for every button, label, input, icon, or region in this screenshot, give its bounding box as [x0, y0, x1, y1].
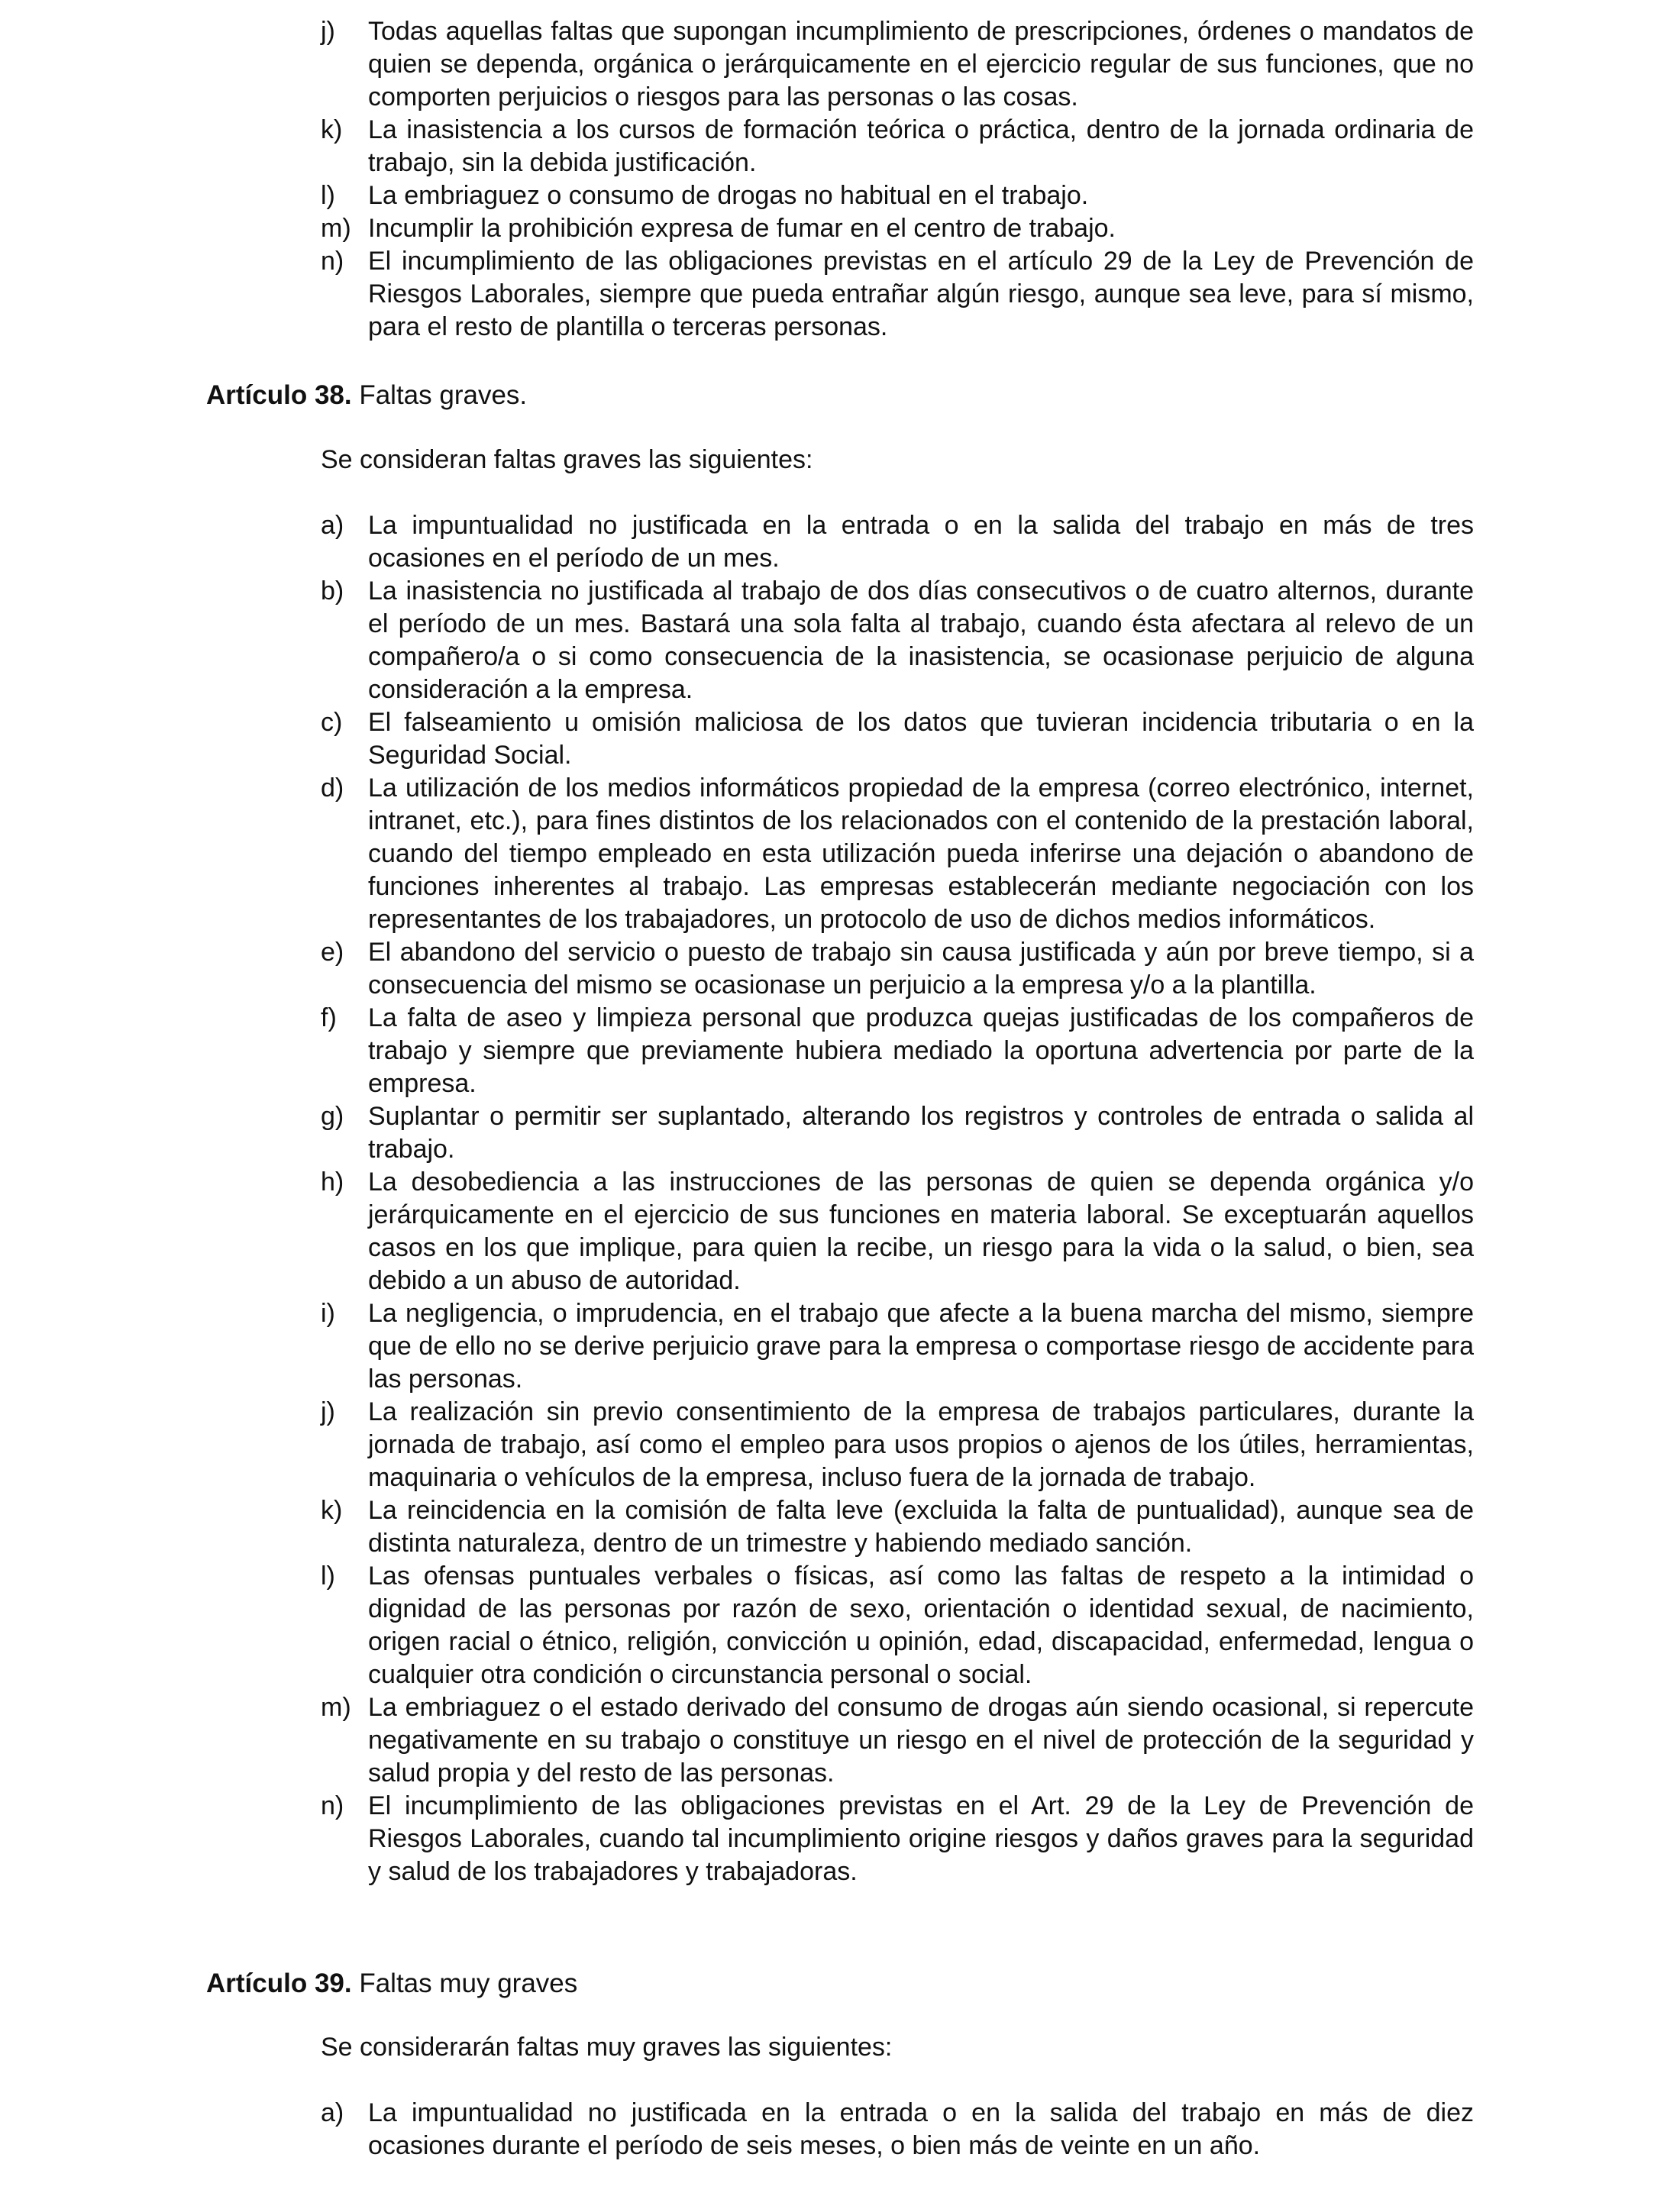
item-text: El incumplimiento de las obligaciones previstas en el artículo 29 de la Ley de Prevención de Riesgos Laborales, siempre que pueda entrañar algún riesgo, aunque sea leve, para sí mismo, para el resto de plantilla o terceras personas. — [368, 247, 1474, 341]
article-38-label: Artículo 38. — [206, 380, 352, 410]
item-text: La inasistencia no justificada al trabajo de dos días consecutivos o de cuatro alternos, durante el período de un mes. Bastará una sola falta al trabajo, cuando ésta afectara al relevo de un compañero/a o si como consecuencia de la inasistencia, se ocasionase perjuicio de alguna consideración a la empresa. — [368, 577, 1474, 704]
item-letter: l) — [321, 1562, 335, 1591]
list-item — [321, 179, 1474, 212]
article-38-heading — [206, 379, 527, 412]
list-item — [321, 1691, 1474, 1790]
list-item — [321, 706, 1474, 772]
item-letter: c) — [321, 708, 343, 737]
item-text: El incumplimiento de las obligaciones previstas en el Art. 29 de la Ley de Prevención de Riesgos Laborales, cuando tal incumplimiento origine riesgos y daños graves para la seguridad y salud de los trabajadores y trabajadoras. — [368, 1791, 1474, 1886]
item-text: La realización sin previo consentimiento de la empresa de trabajos particulares, durante la jornada de trabajo, así como el empleo para usos propios o ajenos de los útiles, herramientas, maquinaria o vehículos de la empresa, incluso fuera de la jornada de trabajo. — [368, 1397, 1474, 1492]
item-text: Incumplir la prohibición expresa de fumar en el centro de trabajo. — [368, 214, 1116, 243]
item-letter: l) — [321, 181, 335, 210]
item-letter: g) — [321, 1102, 344, 1131]
item-text: La embriaguez o consumo de drogas no habitual en el trabajo. — [368, 181, 1089, 210]
list-item — [321, 1396, 1474, 1494]
previous-article-list — [321, 15, 1474, 344]
list-item — [321, 2097, 1474, 2162]
item-text: La impuntualidad no justificada en la entrada o en la salida del trabajo en más de diez ocasiones durante el período de seis meses, o bien más de veinte en un año. — [368, 2098, 1474, 2160]
item-text: El abandono del servicio o puesto de trabajo sin causa justificada y aún por breve tiempo, si a consecuencia del mismo se ocasionase un perjuicio a la empresa y/o a la plantilla. — [368, 938, 1474, 1000]
item-letter: j) — [321, 17, 335, 46]
item-letter: a) — [321, 511, 344, 540]
list-item — [321, 1494, 1474, 1560]
article-38-title: Faltas graves. — [351, 380, 528, 410]
list-item — [321, 509, 1474, 575]
item-text: La reincidencia en la comisión de falta leve (excluida la falta de puntualidad), aunque sea de distinta naturaleza, dentro de un trimestre y habiendo mediado sanción. — [368, 1496, 1474, 1558]
item-text: La desobediencia a las instrucciones de las personas de quien se dependa orgánica y/o jerárquicamente en el ejercicio de sus funciones en materia laboral. Se exceptuarán aquellos casos en los que implique, para quien la recibe, un riesgo para la vida o la salud, o bien, sea debido a un abuso de autoridad. — [368, 1168, 1474, 1295]
list-item — [321, 212, 1474, 245]
item-text: La embriaguez o el estado derivado del consumo de drogas aún siendo ocasional, si repercute negativamente en su trabajo o constituye un riesgo en el nivel de protección de la seguridad y salud propia y del resto de las personas. — [368, 1693, 1474, 1788]
item-letter: d) — [321, 774, 344, 803]
item-letter: b) — [321, 577, 344, 606]
list-item — [321, 1560, 1474, 1691]
item-text: La falta de aseo y limpieza personal que produzca quejas justificadas de los compañeros de trabajo y siempre que previamente hubiera mediado la oportuna advertencia por parte de la empresa. — [368, 1003, 1474, 1098]
item-text: La negligencia, o imprudencia, en el trabajo que afecte a la buena marcha del mismo, siempre que de ello no se derive perjuicio grave para la empresa o comportase riesgo de accidente para las personas. — [368, 1299, 1474, 1394]
article-39-label: Artículo 39. — [206, 1969, 352, 1998]
list-item — [321, 575, 1474, 706]
list-item — [321, 245, 1474, 344]
list-item — [321, 936, 1474, 1002]
item-letter: h) — [321, 1168, 344, 1197]
item-letter: j) — [321, 1397, 335, 1426]
item-text: Suplantar o permitir ser suplantado, alterando los registros y controles de entrada o salida al trabajo. — [368, 1102, 1474, 1164]
article-38-list — [321, 509, 1474, 1888]
item-letter: i) — [321, 1299, 335, 1328]
article-39-intro: Se considerarán faltas muy graves las siguientes: — [321, 2033, 893, 2062]
item-letter: n) — [321, 247, 344, 276]
item-letter: a) — [321, 2098, 344, 2127]
item-letter: f) — [321, 1003, 337, 1032]
article-39-title: Faltas muy graves — [351, 1969, 578, 1998]
item-letter: k) — [321, 115, 343, 144]
item-text: La utilización de los medios informáticos propiedad de la empresa (correo electrónico, internet, intranet, etc.), para fines distintos de los relacionados con el contenido de la prestación laboral, cuando del tiempo empleado en esta utilización pueda inferirse una dejación o abandono de funciones inherentes al trabajo. Las empresas establecerán mediante negociación con los representantes de los trabajadores, un protocolo de uso de dichos medios informáticos. — [368, 774, 1474, 934]
list-item — [321, 1297, 1474, 1396]
list-item — [321, 772, 1474, 936]
item-letter: k) — [321, 1496, 343, 1525]
article-38-intro: Se consideran faltas graves las siguientes: — [321, 445, 813, 474]
item-letter: e) — [321, 938, 344, 967]
article-39-list — [321, 2097, 1474, 2162]
list-item — [321, 15, 1474, 114]
article-39-heading — [206, 1967, 577, 2000]
item-text: La impuntualidad no justificada en la entrada o en la salida del trabajo en más de tres ocasiones en el período de un mes. — [368, 511, 1474, 573]
list-item — [321, 1166, 1474, 1297]
item-text: El falseamiento u omisión maliciosa de los datos que tuvieran incidencia tributaria o en la Seguridad Social. — [368, 708, 1474, 770]
list-item — [321, 1790, 1474, 1888]
item-text: Todas aquellas faltas que supongan incumplimiento de prescripciones, órdenes o mandatos de quien se dependa, orgánica o jerárquicamente en el ejercicio regular de sus funciones, que no comporten perjuicios o riesgos para las personas o las cosas. — [368, 17, 1474, 111]
list-item — [321, 1002, 1474, 1100]
list-item — [321, 1100, 1474, 1166]
item-text: Las ofensas puntuales verbales o físicas, así como las faltas de respeto a la intimidad o dignidad de las personas por razón de sexo, orientación o identidad sexual, de nacimiento, origen racial o étnico, religión, convicción u opinión, edad, discapacidad, enfermedad, lengua o cualquier otra condición o circunstancia personal o social. — [368, 1562, 1474, 1689]
list-item — [321, 114, 1474, 179]
item-letter: n) — [321, 1791, 344, 1820]
item-letter: m) — [321, 1693, 351, 1722]
item-letter: m) — [321, 214, 351, 243]
item-text: La inasistencia a los cursos de formación teórica o práctica, dentro de la jornada ordinaria de trabajo, sin la debida justificación. — [368, 115, 1474, 177]
